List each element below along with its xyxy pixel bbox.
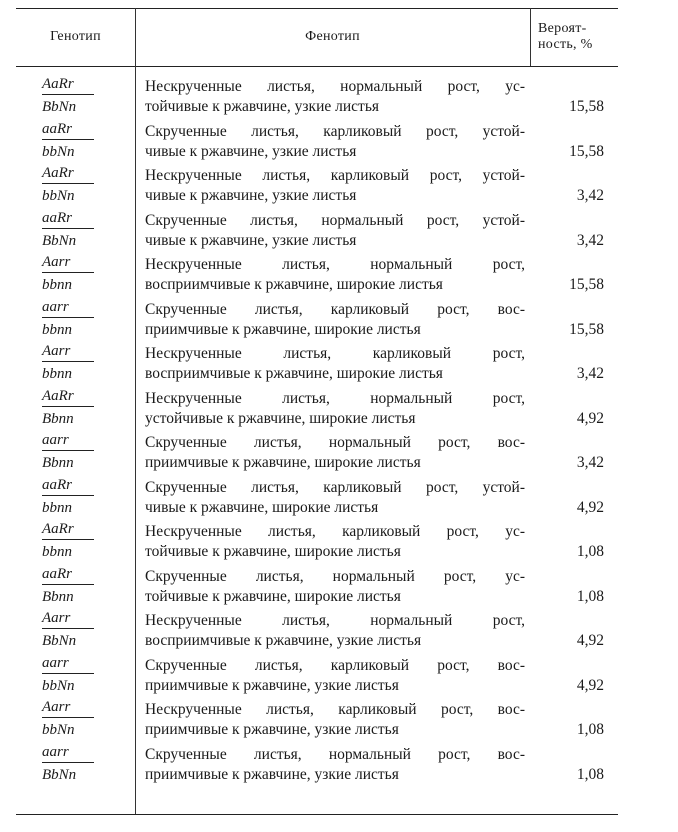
genotype-numerator: AaRr [42,520,94,540]
genotype-numerator: aaRr [42,565,94,585]
phenotype-line: Нескрученные листья, нормальный рост, ус- [145,78,525,95]
genotype-fraction [42,75,102,116]
phenotype-description [145,478,525,518]
genotype-numerator: aaRr [42,476,94,496]
probability-value: 3,42 [576,231,604,249]
genotype-fraction [42,431,102,472]
phenotype-line: тойчивые к ржавчине, широкие листья [145,543,401,560]
genotype-denominator: bbnn [42,366,72,382]
phenotype-description [145,211,525,251]
genotype-denominator: bbnn [42,499,72,516]
table-row [16,475,618,519]
genotype-fraction [42,253,102,294]
genotype-numerator: Aarr [42,342,94,362]
column-divider [530,8,531,66]
genotype-fraction [42,565,102,606]
genotype-fraction [42,298,102,339]
phenotype-description [145,522,525,562]
genotype-denominator: BbNn [42,633,77,649]
phenotype-description [145,77,525,117]
phenotype-line: Скрученные листья, карликовый рост, вос- [145,656,525,674]
table-row [16,430,618,474]
phenotype-line: Скрученные листья, карликовый рост, устой- [145,478,525,496]
probability-value: 15,58 [569,142,604,160]
phenotype-line: восприимчивые к ржавчине, широкие листья [145,365,443,382]
phenotype-line: Нескрученные листья, нормальный рост, [145,389,525,407]
header-probability-line1: Вероят- [538,21,587,36]
probability-value: 1,08 [576,765,604,783]
table-row [16,697,618,741]
probability-value: 1,08 [576,587,604,605]
genotype-numerator: AaRr [42,164,94,184]
genotype-fraction [42,209,102,250]
genotype-denominator: Bbnn [42,588,74,605]
genotype-numerator: aarr [42,431,94,451]
header-bottom-rule [16,66,618,67]
phenotype-line: Скрученные листья, нормальный рост, вос- [145,745,525,763]
genotype-denominator: bbnn [42,277,72,293]
probability-value: 15,58 [569,98,604,115]
genotype-denominator: BbNn [42,232,77,249]
genotype-denominator: bbNn [42,722,75,738]
genotype-fraction [42,476,102,517]
genotype-fraction [42,387,102,428]
header-genotype: Генотип [50,29,101,44]
genotype-numerator: Aarr [42,253,94,273]
phenotype-line: чивые к ржавчине, узкие листья [145,142,357,160]
genotype-numerator: Aarr [42,698,94,718]
phenotype-line: Скрученные листья, карликовый рост, вос- [145,300,525,318]
genotype-denominator: Bbnn [42,410,74,427]
phenotype-line: приимчивые к ржавчине, широкие листья [145,454,421,471]
table-row [16,564,618,608]
table-row [16,742,618,786]
phenotype-description [145,300,525,340]
phenotype-description [145,166,525,206]
phenotype-line: приимчивые к ржавчине, широкие листья [145,320,421,338]
phenotype-description [145,567,525,607]
probability-value: 1,08 [576,721,604,738]
header-probability [538,8,616,66]
phenotype-description [145,344,525,384]
probability-value: 3,42 [576,365,604,382]
phenotype-line: Скрученные листья, нормальный рост, ус- [145,567,525,585]
phenotype-description [145,255,525,295]
phenotype-line: Нескрученные листья, карликовый рост, вос- [145,701,525,718]
table-row [16,653,618,697]
phenotype-line: Нескрученные листья, нормальный рост, [145,612,525,629]
phenotype-line: Скрученные листья, нормальный рост, вос- [145,434,525,451]
table-row [16,608,618,652]
genotype-denominator: bbNn [42,677,75,694]
phenotype-description [145,122,525,162]
probability-value: 4,92 [576,676,604,694]
phenotype-line: восприимчивые к ржавчине, узкие листья [145,632,422,649]
genotype-denominator: Bbnn [42,455,74,471]
phenotype-description [145,611,525,651]
table-row [16,163,618,207]
probability-value: 4,92 [576,498,604,516]
genotype-numerator: aarr [42,743,94,763]
probability-value: 3,42 [576,187,604,204]
genotype-fraction [42,120,102,161]
table-row [16,519,618,563]
table-row [16,208,618,252]
phenotype-line: приимчивые к ржавчине, узкие листья [145,721,399,738]
probability-value: 3,42 [576,454,604,471]
phenotype-description [145,745,525,785]
genotype-denominator: BbNn [42,766,77,783]
table-bottom-rule [16,814,618,815]
table-row [16,74,618,118]
phenotype-description [145,656,525,696]
phenotype-line: устойчивые к ржавчине, широкие листья [145,409,416,427]
header-probability-line2: ность, % [538,37,593,52]
genotype-denominator: bbnn [42,544,72,560]
phenotype-line: приимчивые к ржавчине, узкие листья [145,676,399,694]
genotype-fraction [42,654,102,695]
genotype-numerator: Aarr [42,609,94,629]
table-row [16,252,618,296]
probability-value: 4,92 [576,409,604,427]
genotype-denominator: bbNn [42,188,75,204]
genotype-denominator: bbnn [42,321,72,338]
phenotype-line: Скрученные листья, карликовый рост, устой- [145,122,525,140]
phenotype-line: тойчивые к ржавчине, широкие листья [145,587,401,605]
genotype-numerator: AaRr [42,387,94,407]
phenotype-line: тойчивые к ржавчине, узкие листья [145,98,380,115]
phenotype-line: Нескрученные листья, карликовый рост, устой- [145,167,525,184]
genotype-fraction [42,164,102,205]
phenotype-line: чивые к ржавчине, широкие листья [145,498,379,516]
genotype-fraction [42,609,102,650]
table-row [16,386,618,430]
genotype-numerator: aarr [42,654,94,674]
phenotype-line: восприимчивые к ржавчине, широкие листья [145,276,443,293]
phenotype-line: Нескрученные листья, нормальный рост, [145,256,525,273]
genotype-numerator: aaRr [42,120,94,140]
table-row [16,341,618,385]
genotype-fraction [42,698,102,739]
phenotype-description [145,389,525,429]
genotype-denominator: bbNn [42,143,75,160]
genotype-numerator: aarr [42,298,94,318]
genotype-numerator: AaRr [42,75,94,95]
probability-value: 4,92 [576,632,604,649]
phenotype-line: приимчивые к ржавчине, узкие листья [145,765,399,783]
genotype-fraction [42,520,102,561]
phenotype-description [145,700,525,740]
table-row [16,297,618,341]
phenotype-line: чивые к ржавчине, узкие листья [145,187,357,204]
phenotype-line: Нескрученные листья, карликовый рост, [145,345,525,362]
phenotype-description [145,433,525,473]
genotype-fraction [42,743,102,784]
probability-value: 1,08 [576,543,604,560]
genotype-fraction [42,342,102,383]
probability-value: 15,58 [569,276,604,293]
probability-value: 15,58 [569,320,604,338]
phenotype-line: Скрученные листья, нормальный рост, устой- [145,211,525,229]
header-phenotype: Фенотип [305,29,360,44]
phenotype-line: Нескрученные листья, карликовый рост, ус- [145,523,525,540]
genotype-table [16,8,618,816]
table-row [16,119,618,163]
phenotype-line: чивые к ржавчине, узкие листья [145,231,357,249]
genotype-numerator: aaRr [42,209,94,229]
genotype-denominator: BbNn [42,99,77,115]
